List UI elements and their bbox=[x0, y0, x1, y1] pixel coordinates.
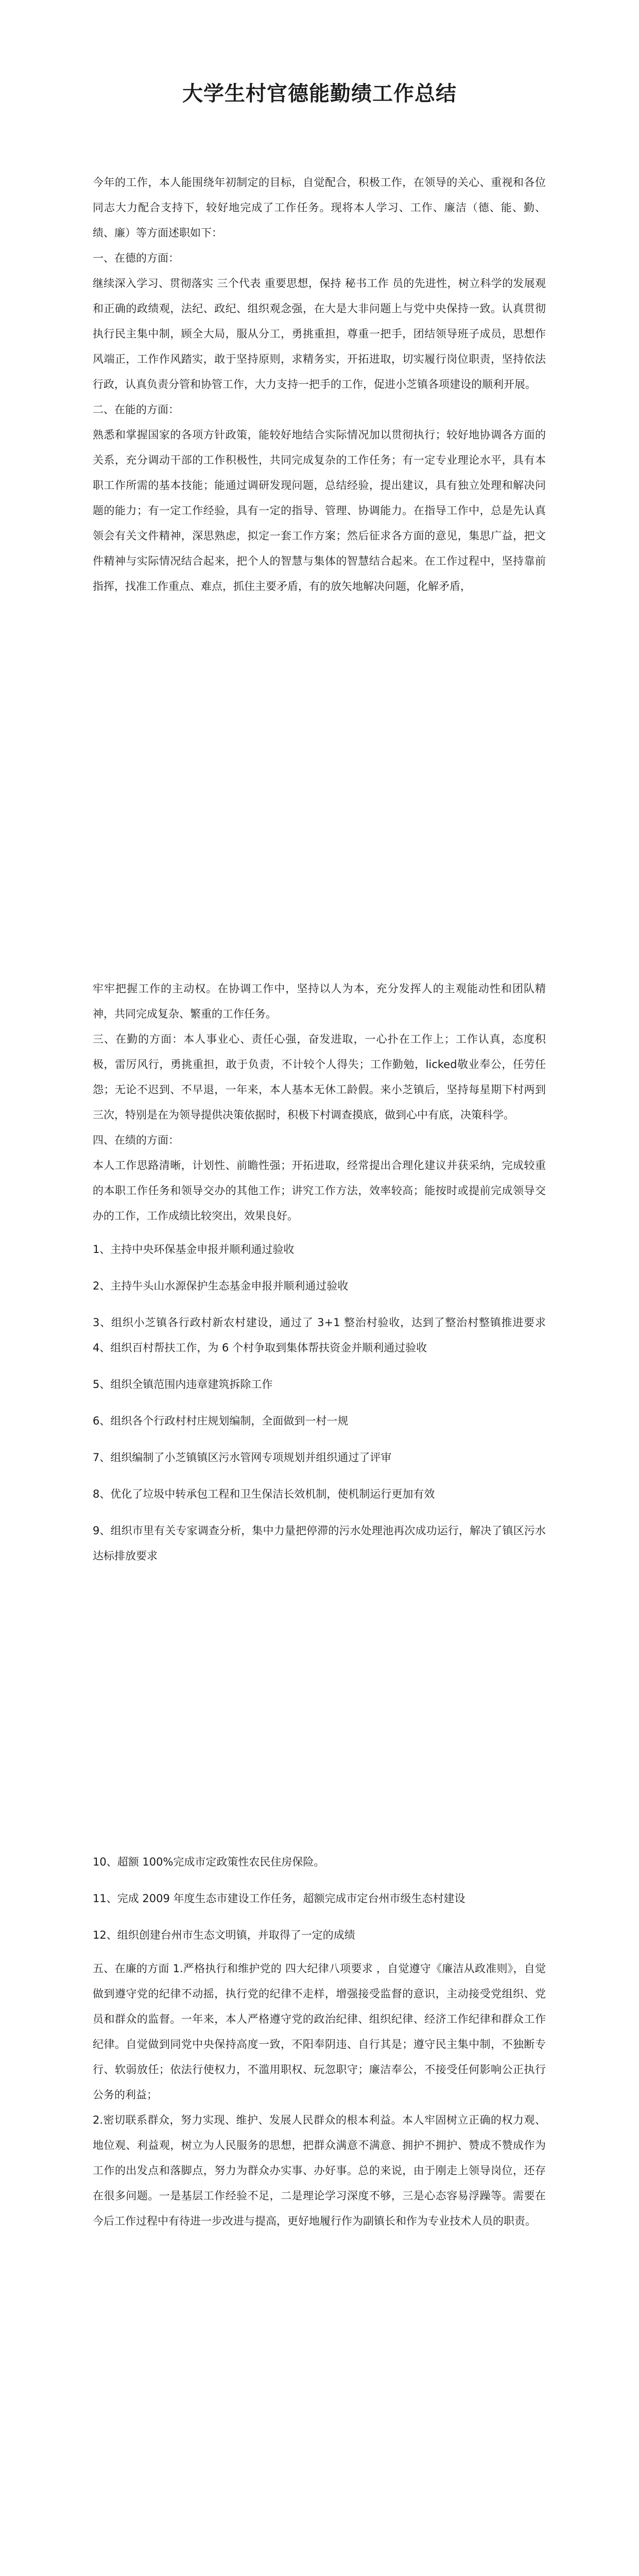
section-qin-paragraph: 三、在勤的方面：本人事业心、责任心强，奋发进取，一心扑在工作上；工作认真，态度积极，雷厉风行，勇挑重担，敢于负责，不计较个人得失；工作勤勉，licked敬业奉公，任劳任怨；无论不迟到、不早退，一年来，本人基本无休工龄假。来小芝镇后，坚持每星期下村两到三次，特别是在为领导提供决策依据时，积极下村调查摸底，做到心中有底，决策科学。 bbox=[93, 1033, 546, 1121]
section-lian-paragraph: 五、在廉的方面 1.严格执行和维护党的 四大纪律八项要求 ，自觉遵守《廉洁从政准则》，自觉做到遵守党的纪律不动摇，执行党的纪律不走样，增强接受监督的意识，主动接受党组织、党员和群众的监督。一年来，本人严格遵守党的政治纪律、组织纪律、经济工作纪律和群众工作纪律。自觉做到同党中央保持高度一致，不阳奉阴违、自行其是；遵守民主集中制，不独断专行、软弱放任；依法行使权力，不滥用职权、玩忽职守；廉洁奉公，不接受任何影响公正执行公务的利益； bbox=[93, 1962, 546, 2101]
achievement-item: 9、组织市里有关专家调查分析，集中力量把停滞的污水处理池再次成功运行，解决了镇区污水达标排放要求 bbox=[93, 1524, 546, 1562]
achievement-item: 3、组织小芝镇各行政村新农村建设，通过了 3+1 整治村验收，达到了整治村整镇推进要求 4、组织百村帮扶工作，为 6 个村争取到集体帮扶资金并顺利通过验收 bbox=[93, 1316, 546, 1354]
section-block-2 bbox=[93, 976, 546, 1569]
achievement-item: 5、组织全镇范围内违章建筑拆除工作 bbox=[93, 1378, 273, 1391]
section-de-body: 继续深入学习、贯彻落实 三个代表 重要思想，保持 秘书工作 员的先进性，树立科学的发展观和正确的政绩观，法纪、政纪、组织观念强，在大是大非问题上与党中央保持一致。认真贯彻执行民主集中制，顾全大局，服从分工，勇挑重担，尊重一把手，团结领导班子成员，思想作风端正，工作作风踏实，敢于坚持原则，求精务实，开拓进取，切实履行岗位职责，坚持依法行政，认真负责分管和协管工作，大力支持一把手的工作，促进小芝镇各项建设的顺利开展。 bbox=[93, 277, 546, 391]
achievement-item: 11、完成 2009 年度生态市建设工作任务，超额完成市定台州市级生态村建设 bbox=[93, 1892, 465, 1905]
section-neng-body-continued: 牢牢把握工作的主动权。在协调工作中，坚持以人为本，充分发挥人的主观能动性和团队精神，共同完成复杂、繁重的工作任务。 bbox=[93, 982, 546, 1020]
section-neng-body: 熟悉和掌握国家的各项方针政策，能较好地结合实际情况加以贯彻执行；较好地协调各方面的关系，充分调动干部的工作积极性，共同完成复杂的工作任务；有一定专业理论水平，具有本职工作所需的基本技能；能通过调研发现问题，总结经验，提出建议，具有独立处理和解决问题的能力；有一定工作经验，具有一定的指导、管理、协调能力。在指导工作中，总是先认真领会有关文件精神，深思熟虑，拟定一套工作方案；然后征求各方面的意见，集思广益，把文件精神与实际情况结合起来，把个人的智慧与集体的智慧结合起来。在工作过程中，坚持靠前指挥，找准工作重点、难点，抓住主要矛盾，有的放矢地解决问题，化解矛盾， bbox=[93, 429, 546, 592]
achievement-item: 2、主持牛头山水源保护生态基金申报并顺利通过验收 bbox=[93, 1280, 349, 1292]
achievement-item: 12、组织创建台州市生态文明镇，并取得了一定的成绩 bbox=[93, 1929, 355, 1941]
achievement-item: 8、优化了垃圾中转承包工程和卫生保洁长效机制，使机制运行更加有效 bbox=[93, 1488, 435, 1500]
document-title: 大学生村官德能勤绩工作总结 bbox=[182, 81, 457, 106]
achievement-item: 6、组织各个行政村村庄规划编制，全面做到一村一规 bbox=[93, 1415, 349, 1427]
achievement-item: 1、主持中央环保基金申报并顺利通过验收 bbox=[93, 1243, 295, 1256]
section-lian-body: 2.密切联系群众，努力实现、维护、发展人民群众的根本利益。本人牢固树立正确的权力观、地位观、利益观，树立为人民服务的思想，把群众满意不满意、拥护不拥护、赞成不赞成作为工作的出发点和落脚点，努力为群众办实事、办好事。总的来说，由于刚走上领导岗位，还存在很多问题。一是基层工作经验不足，二是理论学习深度不够，三是心态容易浮躁等。需要在今后工作过程中有待进一步改进与提高，更好地履行作为副镇长和作为专业技术人员的职责。 bbox=[93, 2114, 546, 2227]
achievement-list-a bbox=[93, 1237, 546, 1569]
achievement-list-b bbox=[93, 1850, 546, 1948]
section-block-3 bbox=[93, 1850, 546, 2234]
section-block-1 bbox=[93, 170, 546, 599]
achievement-item: 7、组织编制了小芝镇镇区污水管网专项规划并组织通过了评审 bbox=[93, 1451, 392, 1464]
intro-paragraph: 今年的工作，本人能围绕年初制定的目标，自觉配合，积极工作，在领导的关心、重视和各位同志大力配合支持下，较好地完成了工作任务。现将本人学习、工作、廉洁（德、能、勤、绩、廉）等方面述职如下： bbox=[93, 176, 546, 239]
achievement-item: 10、超额 100%完成市定政策性农民住房保险。 bbox=[93, 1856, 325, 1868]
section-neng-heading: 二、在能的方面： bbox=[93, 403, 179, 416]
section-ji-heading: 四、在绩的方面： bbox=[93, 1134, 179, 1146]
section-ji-body: 本人工作思路清晰，计划性、前瞻性强；开拓进取，经常提出合理化建议并获采纳，完成较重的本职工作任务和领导交办的其他工作；讲究工作方法，效率较高；能按时或提前完成领导交办的工作，工作成绩比较突出，效果良好。 bbox=[93, 1159, 546, 1222]
section-de-heading: 一、在德的方面： bbox=[93, 252, 179, 264]
